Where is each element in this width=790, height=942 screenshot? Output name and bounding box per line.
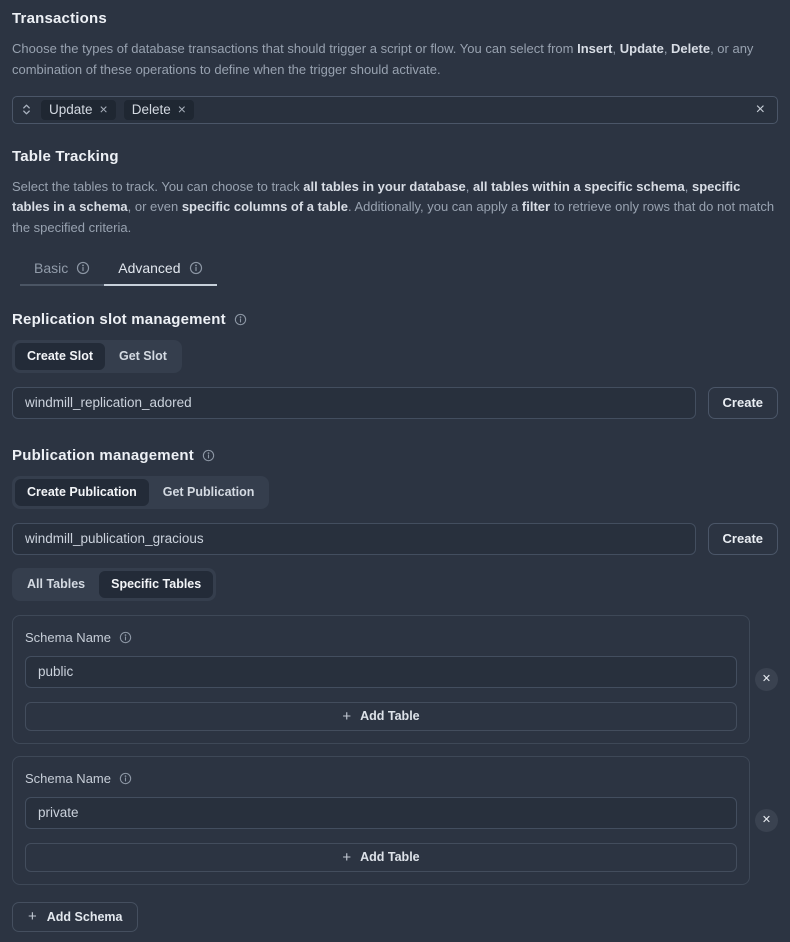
remove-tag-icon[interactable]: × (99, 101, 108, 118)
info-icon (189, 261, 203, 275)
schema-name-label-text: Schema Name (25, 629, 111, 645)
create-slot-submit-button[interactable]: Create (708, 387, 778, 419)
publication-name-input[interactable] (12, 523, 696, 555)
info-icon (76, 261, 90, 275)
tab-advanced-label: Advanced (118, 259, 181, 276)
plus-icon: + (342, 848, 352, 866)
get-slot-button[interactable]: Get Slot (107, 343, 179, 370)
table-tracking-description: Select the tables to track. You can choose to track all tables in your database, all tables within a specific schema, specific tables in a schema, or even specific columns of a table. Additionally, you can apply a filter to retrieve only rows that do not match the specified criteria. (12, 178, 775, 236)
schema-name-label (25, 630, 737, 645)
tag-label: Update (49, 101, 93, 117)
table-tracking-section (12, 148, 778, 286)
create-publication-submit-button[interactable]: Create (708, 523, 778, 555)
replication-slot-title (12, 311, 778, 328)
remove-schema-button[interactable]: ✕ (755, 809, 778, 832)
remove-schema-button[interactable]: ✕ (755, 668, 778, 691)
schema-row (12, 615, 778, 744)
add-schema-label: Add Schema (46, 909, 123, 924)
add-table-label: Add Table (360, 709, 420, 724)
add-schema-button[interactable] (12, 902, 138, 932)
selected-option-tag (41, 100, 116, 120)
table-tracking-title: Table Tracking (12, 147, 119, 165)
publication-title-text: Publication management (12, 446, 194, 464)
transactions-section (12, 10, 778, 124)
tab-basic[interactable] (20, 255, 104, 286)
schema-name-label-text: Schema Name (25, 770, 111, 786)
chevrons-up-down-icon (20, 103, 33, 116)
schema-name-label (25, 771, 737, 786)
schema-name-input[interactable] (25, 797, 737, 829)
create-slot-button[interactable]: Create Slot (15, 343, 105, 370)
transaction-types-multiselect[interactable] (12, 96, 778, 124)
tab-basic-label: Basic (34, 259, 69, 276)
schema-card (12, 615, 750, 744)
slot-name-row (12, 387, 778, 419)
schema-row (12, 756, 778, 885)
create-publication-button[interactable]: Create Publication (15, 479, 149, 506)
schema-name-input[interactable] (25, 656, 737, 688)
tag-label: Delete (131, 101, 171, 117)
publication-title (12, 447, 778, 464)
transactions-description: Choose the types of database transactions that should trigger a script or flow. You can select from Insert, Update, Delete, or any combination of these operations to define when the trigger should activate. (12, 41, 754, 77)
publication-section (12, 447, 778, 932)
publication-mode-toggle (12, 476, 269, 509)
add-table-button[interactable] (25, 702, 737, 731)
replication-slot-section (12, 311, 778, 419)
replication-slot-title-text: Replication slot management (12, 310, 226, 328)
info-icon (119, 772, 132, 785)
slot-mode-toggle (12, 340, 182, 373)
info-icon (234, 313, 247, 326)
add-table-label: Add Table (360, 850, 420, 865)
specific-tables-button[interactable]: Specific Tables (99, 571, 213, 598)
remove-tag-icon[interactable]: × (177, 101, 186, 118)
tracking-mode-tabs (20, 255, 778, 286)
schema-card (12, 756, 750, 885)
table-scope-toggle (12, 568, 216, 601)
tab-advanced[interactable] (104, 255, 216, 286)
all-tables-button[interactable]: All Tables (15, 571, 97, 598)
replication-slot-name-input[interactable] (12, 387, 696, 419)
plus-icon: + (342, 707, 352, 725)
plus-icon: + (28, 908, 37, 926)
get-publication-button[interactable]: Get Publication (151, 479, 267, 506)
info-icon (202, 449, 215, 462)
transactions-title: Transactions (12, 10, 107, 27)
selected-option-tag (124, 100, 194, 120)
info-icon (119, 631, 132, 644)
add-table-button[interactable] (25, 843, 737, 872)
publication-name-row (12, 523, 778, 555)
clear-all-icon[interactable]: × (755, 100, 765, 118)
